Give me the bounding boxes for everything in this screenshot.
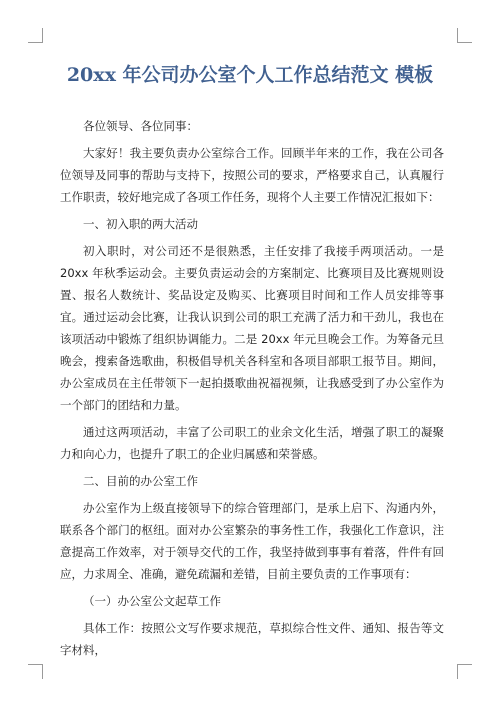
- salutation: 各位领导、各位同事：: [83, 119, 198, 133]
- subsection-heading-1: （一）办公室公文起草工作: [83, 594, 221, 608]
- intro-paragraph: 大家好！我主要负责办公室综合工作。回顾半年来的工作，我在公司各位领导及同事的帮助与支持下，按照公司的要求，严格要求自己，认真履行工作职责，较好地完成了各项工作任务，现将个人主要工作情况汇报如下：: [60, 146, 444, 204]
- crop-mark-top-right: [457, 28, 472, 43]
- crop-mark-bottom-left: [28, 664, 43, 679]
- section-heading-1: 一、初入职的两大活动: [83, 217, 198, 231]
- section-heading-2: 二、目前的办公室工作: [83, 474, 198, 488]
- section-2-paragraph-1: 办公室作为上级直接领导下的综合管理部门，是承上启下、沟通内外，联系各个部门的枢纽。面对办公室繁杂的事务性工作，我强化工作意识，注意提高工作效率，对于领导交代的工作，我坚持做到事事有着落，件件有回应，力求周全、准确，避免疏漏和差错，目前主要负责的工作事项有：: [60, 501, 444, 581]
- document-body: [60, 115, 444, 666]
- crop-mark-top-left: [28, 28, 43, 43]
- section-1-paragraph-1: 初入职时，对公司还不是很熟悉，主任安排了我接手两项活动。一是 20xx 年秋季运动会。主要负责运动会的方案制定、比赛项目及比赛规则设置、报名人数统计、奖品设定及购买、比赛项目时间和工作人员安排等事宜。通过运动会比赛，让我认识到公司的职工充满了活力和干劲儿，我也在该项活动中锻炼了组织协调能力。二是 20xx 年元旦晚会工作。为筹备元旦晚会，搜索备选歌曲，积极倡导机关各科室和各项目部职工报节目。期间，办公室成员在主任带领下一起拍摄歌曲祝福视频，让我感受到了办公室作为一个部门的团结和力量。: [60, 244, 444, 412]
- subsection-1-paragraph: 具体工作：按照公文写作要求规范，草拟综合性文件、通知、报告等文字材料，: [60, 621, 444, 657]
- section-1-paragraph-2: 通过这两项活动，丰富了公司职工的业余文化生活，增强了职工的凝聚力和向心力，也提升了职工的企业归属感和荣誉感。: [60, 425, 444, 461]
- document-title: 20xx 年公司办公室个人工作总结范文 模板: [66, 64, 434, 86]
- crop-mark-bottom-right: [457, 664, 472, 679]
